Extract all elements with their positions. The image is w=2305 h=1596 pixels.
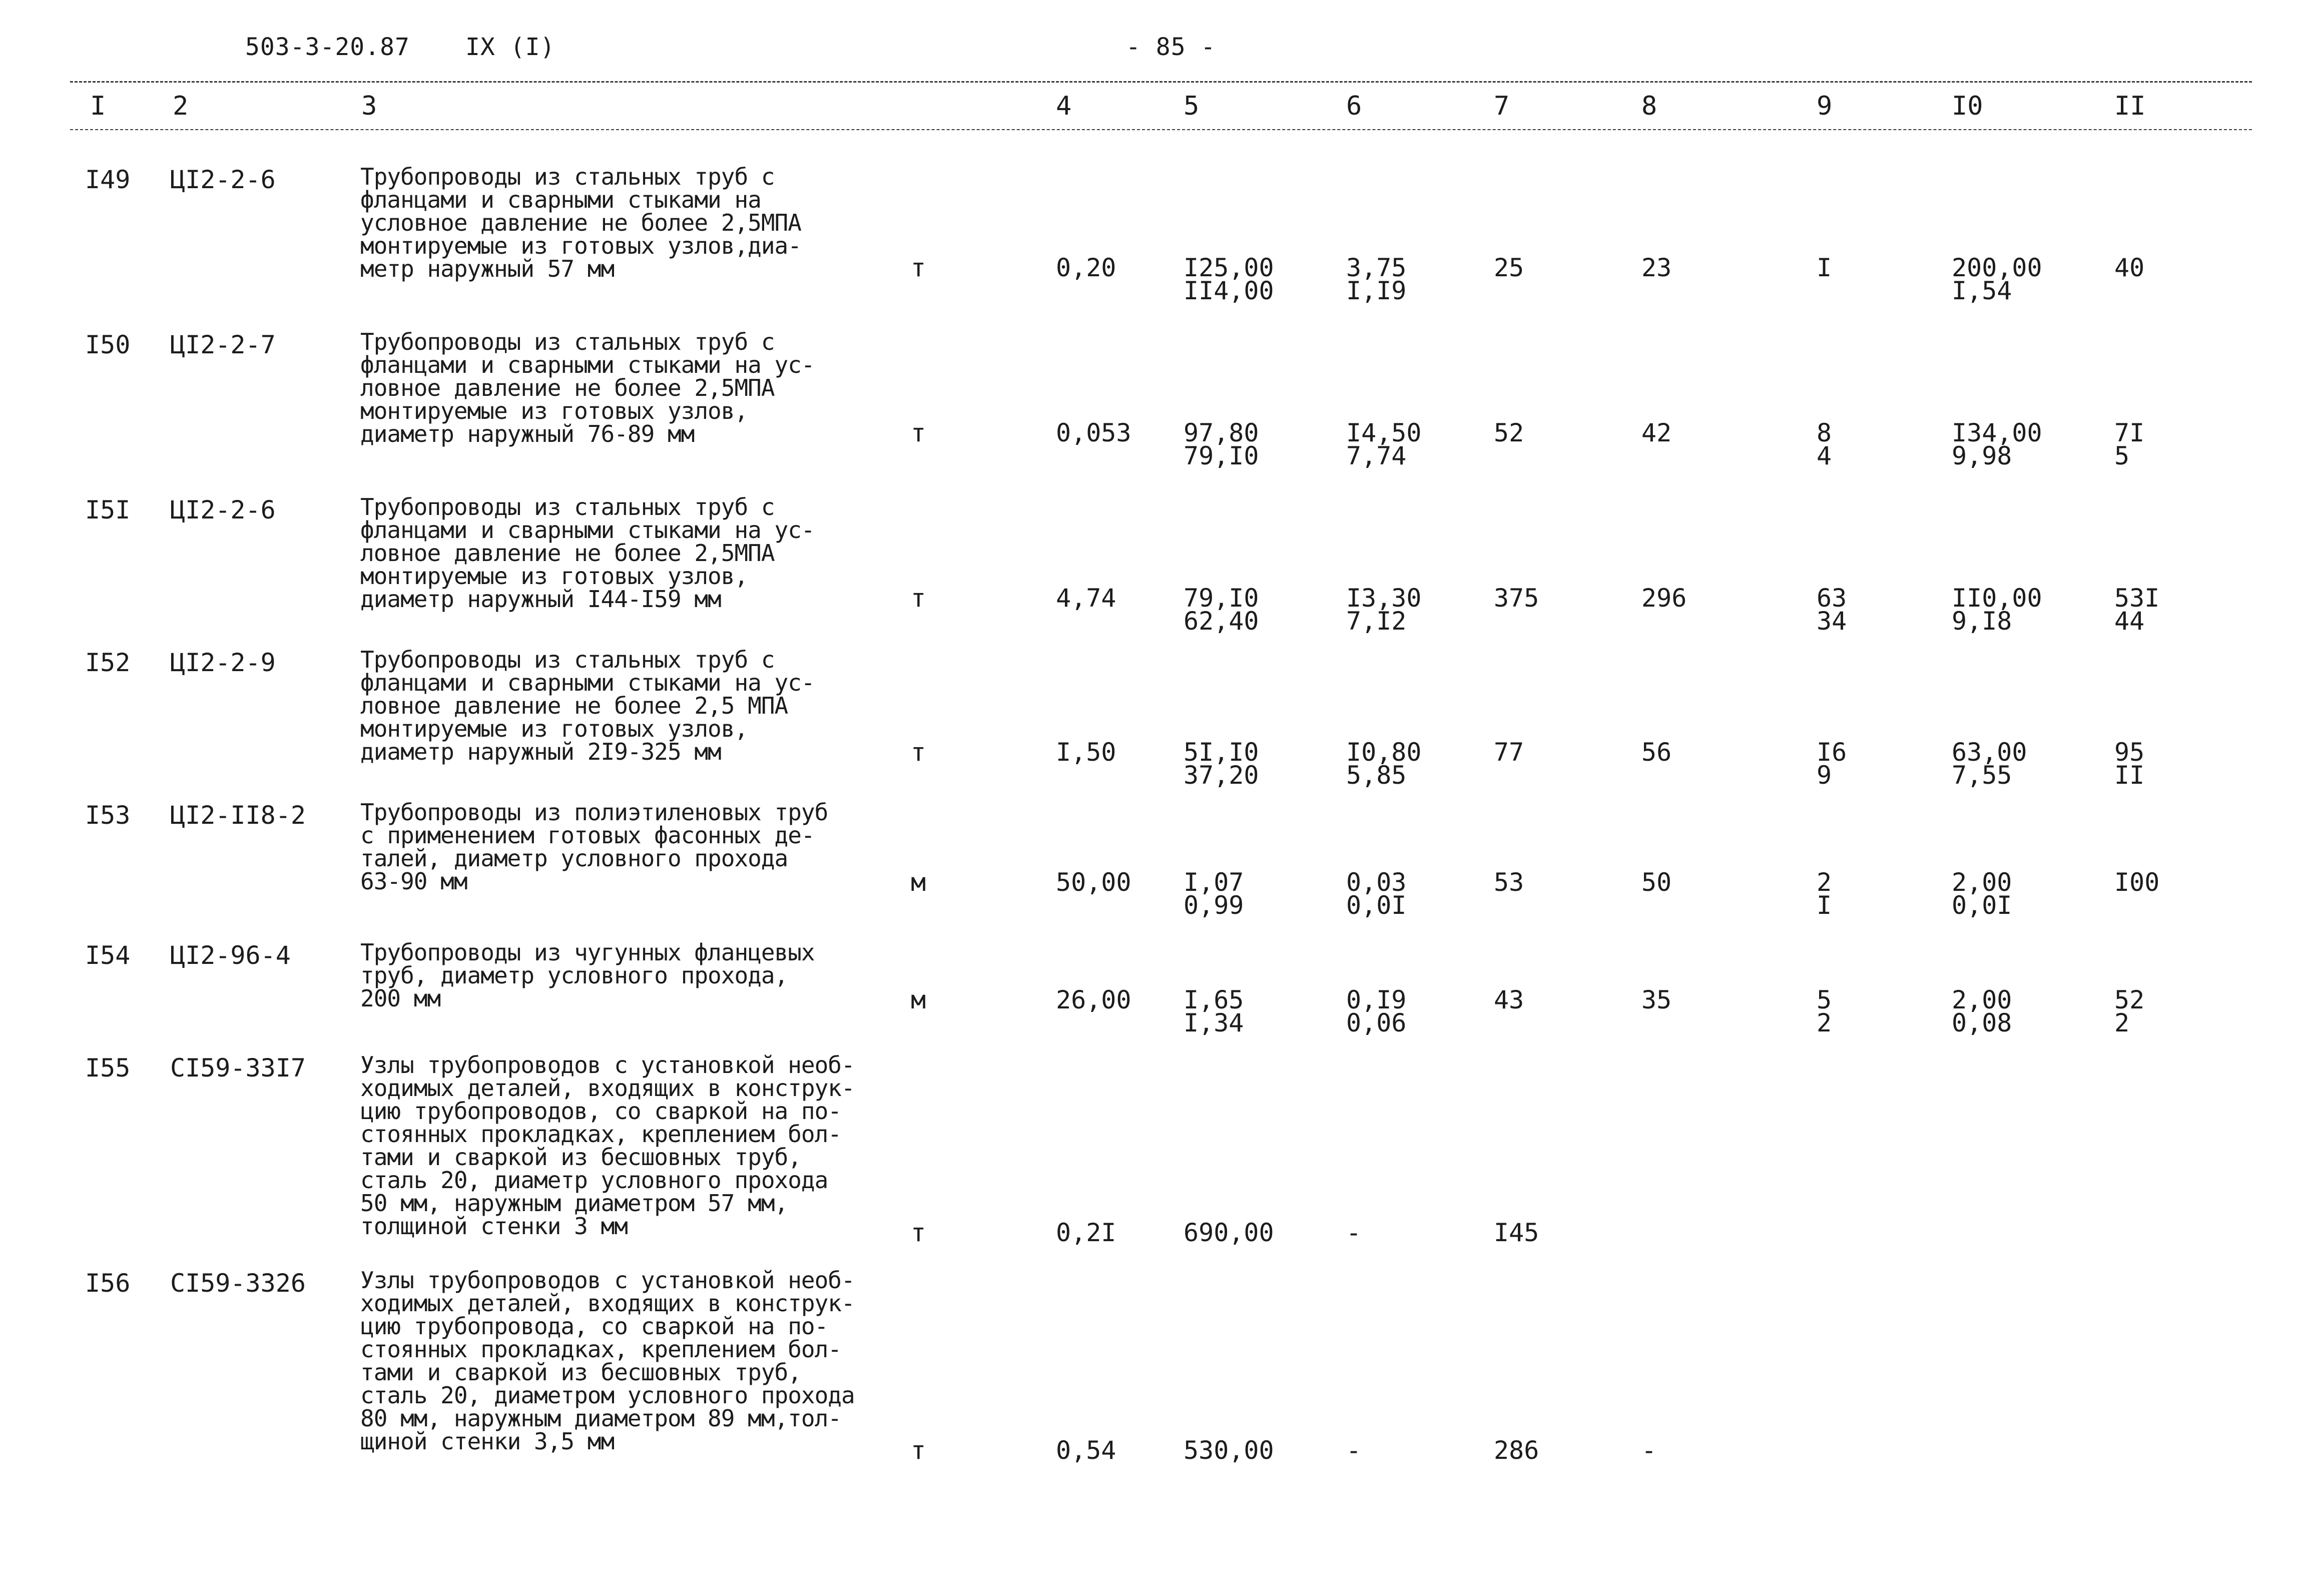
work-description: Трубопроводы из стальных труб с фланцами и сварными стыками на условное давление не более 2,5МПА монтируемые из готовых узлов,диа- метр наружный 57 мм	[360, 163, 801, 282]
col8-value: 35	[1641, 985, 1672, 1014]
unit: т	[911, 253, 926, 282]
col8-value: 296	[1641, 584, 1687, 613]
col7-value: 53	[1494, 868, 1524, 897]
col7-value: 43	[1494, 985, 1524, 1014]
col6-value: -	[1346, 1218, 1362, 1247]
col5-value: I,07 0,99	[1184, 868, 1244, 920]
quantity: 0,54	[1056, 1436, 1116, 1465]
col8-value: 42	[1641, 418, 1672, 447]
column-number-1: I	[90, 91, 106, 121]
col7-value: 77	[1494, 738, 1524, 767]
work-description: Узлы трубопроводов с установкой необ- ходимых деталей, входящих в конструк- цию трубопровода, со сваркой на по- стоянных прокладках, креплением бол- тами и сваркой из бесшовных труб, сталь 20, диаметром условного прохода 80 мм, наружным диаметром 89 мм,тол- щиной стенки 3,5 мм	[360, 1267, 855, 1455]
col5-value: I,65 I,34	[1184, 985, 1244, 1037]
quantity: I,50	[1056, 738, 1116, 767]
unit: т	[911, 1218, 926, 1247]
col11-value: 52 2	[2114, 985, 2145, 1037]
row-number: I50	[85, 330, 131, 359]
col8-value: -	[1641, 1436, 1657, 1465]
col7-value: I45	[1494, 1218, 1539, 1247]
col11-value: 53I 44	[2114, 584, 2160, 636]
work-description: Узлы трубопроводов с установкой необ- ходимых деталей, входящих в конструк- цию трубопроводов, со сваркой на по- стоянных прокладках, креплением бол- тами и сваркой из бесшовных труб, сталь 20, диаметр условного прохода 50 мм, наружным диаметром 57 мм, толщиной стенки 3 мм	[360, 1051, 855, 1240]
row-number: I53	[85, 801, 131, 830]
column-number-5: 5	[1184, 91, 1200, 121]
unit: м	[911, 868, 926, 897]
quantity: 0,2I	[1056, 1218, 1116, 1247]
quantity: 0,053	[1056, 418, 1131, 447]
col10-value: II0,00 9,I8	[1952, 584, 2042, 636]
col11-value: 40	[2114, 253, 2145, 282]
col8-value: 56	[1641, 738, 1672, 767]
header-rule-bottom	[70, 129, 2252, 130]
column-number-10: I0	[1952, 91, 1983, 121]
column-number-2: 2	[173, 91, 189, 121]
work-description: Трубопроводы из стальных труб с фланцами и сварными стыками на ус- ловное давление не более 2,5МПА монтируемые из готовых узлов, диаметр наружный 76-89 мм	[360, 328, 815, 447]
col8-value: 50	[1641, 868, 1672, 897]
work-description: Трубопроводы из стальных труб с фланцами и сварными стыками на ус- ловное давление не более 2,5 МПА монтируемые из готовых узлов, диаметр наружный 2I9-325 мм	[360, 646, 815, 765]
price-code: ЦI2-2-9	[170, 648, 276, 677]
work-description: Трубопроводы из полиэтиленовых труб с применением готовых фасонных де- талей, диаметр условного прохода 63-90 мм	[360, 799, 828, 895]
col10-value: I34,00 9,98	[1952, 418, 2042, 470]
price-code: ЦI2-2-6	[170, 165, 276, 194]
section-label: IX (I)	[465, 33, 555, 61]
quantity: 50,00	[1056, 868, 1131, 897]
row-number: I54	[85, 941, 131, 970]
unit: т	[911, 738, 926, 767]
col5-value: 79,I0 62,40	[1184, 584, 1259, 636]
quantity: 4,74	[1056, 584, 1116, 613]
col11-value: I00	[2114, 868, 2160, 897]
price-code: CI59-33I7	[170, 1053, 306, 1083]
col9-value: I6 9	[1817, 738, 1847, 790]
column-number-8: 8	[1641, 91, 1657, 121]
col6-value: -	[1346, 1436, 1362, 1465]
document-code: 503-3-20.87	[245, 33, 410, 61]
col10-value: 2,00 0,08	[1952, 985, 2012, 1037]
unit: т	[911, 584, 926, 613]
price-code: ЦI2-96-4	[170, 941, 291, 970]
col8-value: 23	[1641, 253, 1672, 282]
col10-value: 200,00 I,54	[1952, 253, 2042, 305]
column-number-11: II	[2114, 91, 2146, 121]
price-code: ЦI2-II8-2	[170, 801, 306, 830]
col5-value: 97,80 79,I0	[1184, 418, 1259, 470]
col6-value: 0,I9 0,06	[1346, 985, 1407, 1037]
unit: т	[911, 1436, 926, 1465]
col7-value: 25	[1494, 253, 1524, 282]
column-number-3: 3	[361, 91, 377, 121]
row-number: I49	[85, 165, 131, 194]
column-number-4: 4	[1056, 91, 1072, 121]
quantity: 26,00	[1056, 985, 1131, 1014]
col9-value: 2 I	[1817, 868, 1832, 920]
work-description: Трубопроводы из стальных труб с фланцами и сварными стыками на ус- ловное давление не более 2,5МПА монтируемые из готовых узлов, диаметр наружный I44-I59 мм	[360, 493, 815, 613]
col5-value: 690,00	[1184, 1218, 1274, 1247]
col6-value: I0,80 5,85	[1346, 738, 1422, 790]
header-rule-top	[70, 81, 2252, 83]
price-code: ЦI2-2-7	[170, 330, 276, 359]
col5-value: 5I,I0 37,20	[1184, 738, 1259, 790]
page-number: - 85 -	[1126, 33, 1216, 61]
row-number: I52	[85, 648, 131, 677]
col7-value: 375	[1494, 584, 1539, 613]
col5-value: 530,00	[1184, 1436, 1274, 1465]
row-number: I5I	[85, 495, 131, 524]
col9-value: 5 2	[1817, 985, 1832, 1037]
column-number-9: 9	[1817, 91, 1833, 121]
column-number-7: 7	[1494, 91, 1510, 121]
col9-value: I	[1817, 253, 1832, 282]
col6-value: I4,50 7,74	[1346, 418, 1422, 470]
unit: м	[911, 985, 926, 1014]
col9-value: 63 34	[1817, 584, 1847, 636]
row-number: I56	[85, 1269, 131, 1298]
col7-value: 286	[1494, 1436, 1539, 1465]
col9-value: 8 4	[1817, 418, 1832, 470]
col6-value: 3,75 I,I9	[1346, 253, 1407, 305]
row-number: I55	[85, 1053, 131, 1083]
col11-value: 7I 5	[2114, 418, 2145, 470]
unit: т	[911, 418, 926, 447]
price-code: CI59-3326	[170, 1269, 306, 1298]
col10-value: 63,00 7,55	[1952, 738, 2027, 790]
col7-value: 52	[1494, 418, 1524, 447]
col6-value: 0,03 0,0I	[1346, 868, 1407, 920]
col10-value: 2,00 0,0I	[1952, 868, 2012, 920]
quantity: 0,20	[1056, 253, 1116, 282]
work-description: Трубопроводы из чугунных фланцевых труб, диаметр условного прохода, 200 мм	[360, 939, 815, 1012]
price-code: ЦI2-2-6	[170, 495, 276, 524]
col11-value: 95 II	[2114, 738, 2145, 790]
col6-value: I3,30 7,I2	[1346, 584, 1422, 636]
column-number-6: 6	[1346, 91, 1362, 121]
col5-value: I25,00 II4,00	[1184, 253, 1274, 305]
